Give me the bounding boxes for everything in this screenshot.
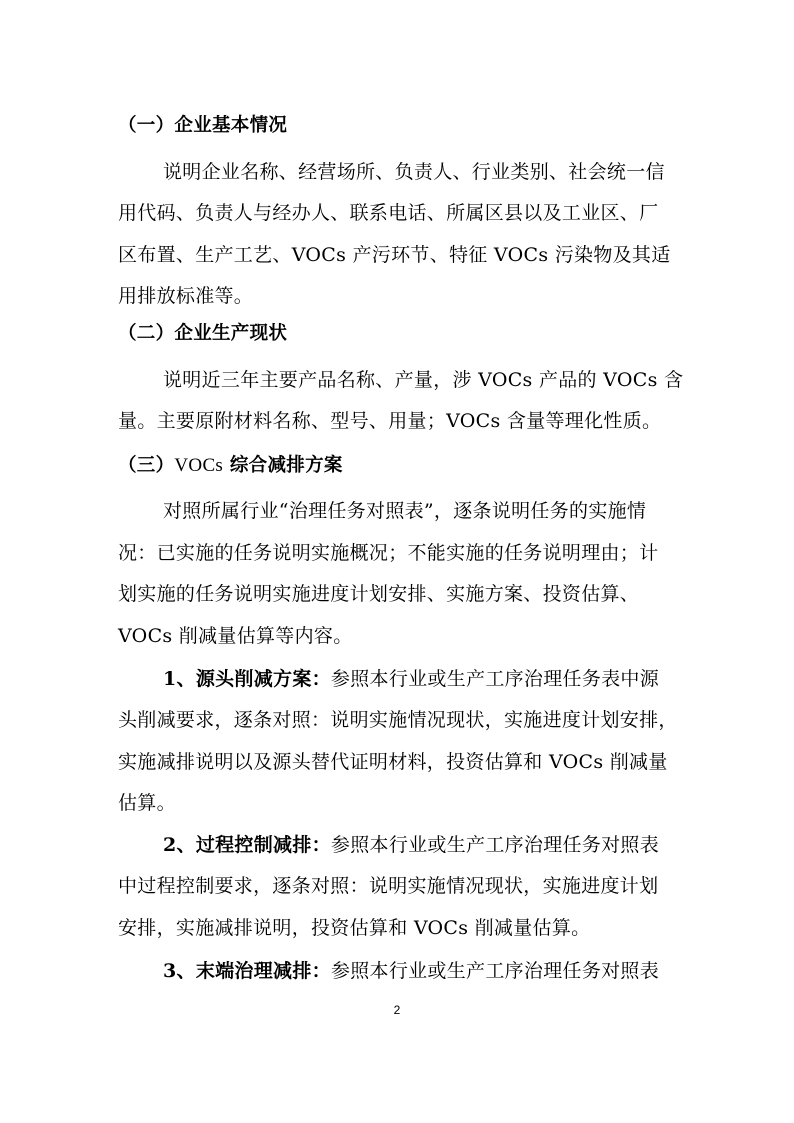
item-2-first-line bbox=[0, 830, 794, 860]
paragraph-line: 况：已实施的任务说明实施概况；不能实施的任务说明理由；计 bbox=[118, 542, 659, 564]
item-2-label: 2、过程控制减排： bbox=[163, 834, 331, 856]
paragraph-line: 实施减排说明以及源头替代证明材料，投资估算和 VOCs 削减量 bbox=[118, 751, 668, 773]
paragraph-line: 用排放标准等。 bbox=[118, 285, 254, 307]
paragraph-line: 量。主要原附材料名称、型号、用量；VOCs 含量等理化性质。 bbox=[118, 410, 662, 432]
heading-vocs: VOCs bbox=[174, 455, 224, 476]
section-heading-2: （二）企业生产现状 bbox=[118, 323, 288, 344]
paragraph-line: VOCs 削减量估算等内容。 bbox=[118, 625, 353, 647]
paragraph-line: 头削减要求，逐条对照：说明实施情况现状，实施进度计划安排， bbox=[118, 709, 678, 731]
paragraph-line: 说明企业名称、经营场所、负责人、行业类别、社会统一信 bbox=[163, 161, 665, 183]
paragraph-line: 安排，实施减排说明，投资估算和 VOCs 削减量估算。 bbox=[118, 917, 591, 939]
item-1-first-line bbox=[0, 664, 794, 694]
item-1-text: 参照本行业或生产工序治理任务表中源 bbox=[330, 668, 660, 690]
heading-rest: 综合减排方案 bbox=[223, 455, 343, 476]
paragraph-line: 区布置、生产工艺、VOCs 产污环节、特征 VOCs 污染物及其适 bbox=[118, 244, 671, 266]
item-3-label: 3、末端治理减排： bbox=[163, 960, 331, 982]
item-2-text: 参照本行业或生产工序治理任务对照表 bbox=[330, 834, 660, 856]
page-number: 2 bbox=[393, 1003, 401, 1017]
paragraph-line: 说明近三年主要产品名称、产量，涉 VOCs 产品的 VOCs 含 bbox=[163, 369, 684, 391]
item-3-first-line bbox=[0, 956, 794, 986]
section-heading-3 bbox=[0, 451, 794, 481]
paragraph-line: 中过程控制要求，逐条对照：说明实施情况现状，实施进度计划 bbox=[118, 875, 659, 897]
paragraph-line: 对照所属行业“治理任务对照表”，逐条说明任务的实施情 bbox=[163, 500, 647, 522]
item-3-text: 参照本行业或生产工序治理任务对照表 bbox=[330, 960, 660, 982]
paragraph-line: 划实施的任务说明实施进度计划安排、实施方案、投资估算、 bbox=[118, 583, 640, 605]
paragraph-line: 用代码、负责人与经办人、联系电话、所属区县以及工业区、厂 bbox=[118, 202, 659, 224]
heading-prefix: （三） bbox=[118, 455, 175, 476]
section-heading-1: （一）企业基本情况 bbox=[118, 115, 288, 136]
paragraph-line: 估算。 bbox=[118, 792, 176, 814]
item-1-label: 1、源头削减方案： bbox=[163, 668, 331, 690]
